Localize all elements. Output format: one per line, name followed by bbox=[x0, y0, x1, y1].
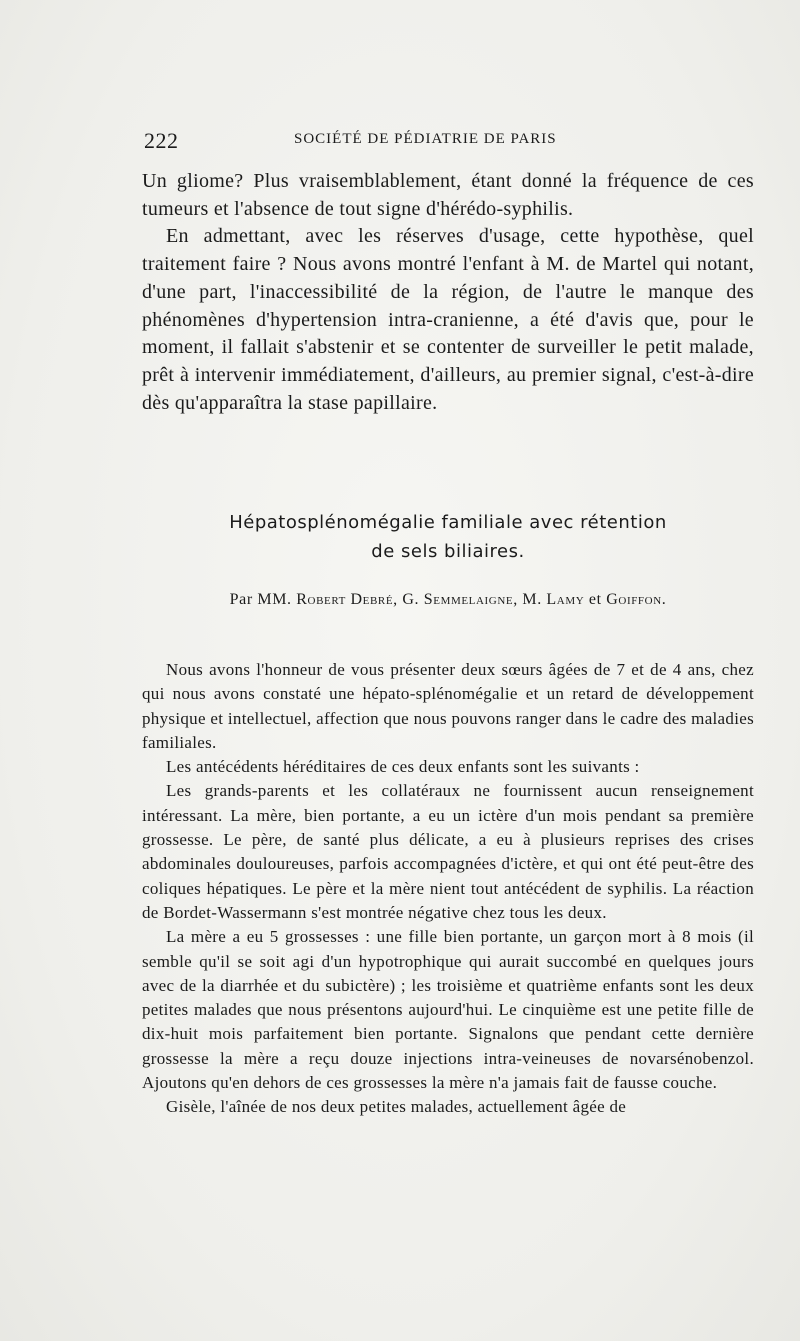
body-paragraph-4: La mère a eu 5 grossesses : une fille bien portante, un garçon mort à 8 mois (il semble qu'il se soit agi d'un hypotrophique qui aurait succombé en quelques jours avec de la diarrhée et du subictère) ; les troisième et quatrième enfants sont les deux petites malades que nous présentons aujourd'hui. Le cinquième est une petite fille de dix-huit mois parfaitement bien portante. Signalons que pendant cette dernière grossesse la mère a reçu douze injections intra-veineuses de novarsénobenzol. Ajoutons qu'en dehors de ces grossesses la mère n'a jamais fait de fausse couche. bbox=[142, 927, 754, 1093]
journal-title: SOCIÉTÉ DE PÉDIATRIE DE PARIS bbox=[294, 131, 557, 147]
author-lamy: M. Lamy bbox=[522, 591, 585, 608]
authors-prefix: Par MM. bbox=[229, 591, 292, 608]
intro-paragraph-1: Un gliome? Plus vraisemblablement, étant donné la fréquence de ces tumeurs et l'absence de tout signe d'hérédo-syphilis. bbox=[142, 170, 754, 220]
article-body bbox=[142, 658, 754, 1120]
intro-text bbox=[142, 168, 754, 417]
author-debre: Robert Debré, bbox=[296, 591, 398, 608]
running-head bbox=[144, 128, 754, 158]
body-paragraph-5: Gisèle, l'aînée de nos deux petites malades, actuellement âgée de bbox=[166, 1097, 627, 1117]
body-paragraph-3: Les grands-parents et les collatéraux ne fournissent aucun renseignement intéressant. La mère, bien portante, a eu un ictère d'un mois pendant sa première grossesse. Le père, de santé plus délicate, a eu à plusieurs reprises des crises abdominales douloureuses, parfois accompagnées d'ictère, et qui ont été peut-être des coliques hépatiques. Le père et la mère nient tout antécédent de syphilis. La réaction de Bordet-Wassermann s'est montrée négative chez tous les deux. bbox=[142, 781, 754, 922]
authors-and: et bbox=[588, 591, 602, 608]
body-paragraph-1: Nous avons l'honneur de vous présenter deux sœurs âgées de 7 et de 4 ans, chez qui nous avons constaté une hépato-splénomégalie et un retard de développement physique et intellectuel, affection que nous pouvons ranger dans le cadre des maladies familiales. bbox=[142, 660, 754, 752]
article-title-line-1: Hépatosplénomégalie familiale avec rétention bbox=[229, 512, 667, 533]
page-number: 222 bbox=[144, 128, 179, 153]
article-authors bbox=[142, 591, 754, 609]
author-semmelaigne: G. Semmelaigne, bbox=[402, 591, 518, 608]
article-title bbox=[142, 508, 754, 566]
intro-paragraph-2: En admettant, avec les réserves d'usage, cette hypothèse, quel traitement faire ? Nous avons montré l'enfant à M. de Martel qui notant, d'une part, l'inaccessibilité de la région, de l'autre le manque des phénomènes d'hypertension intra-cranienne, a été d'avis que, pour le moment, il fallait s'abstenir et se contenter de surveiller le petit malade, prêt à intervenir immédiatement, d'ailleurs, au premier signal, c'est-à-dire dès qu'apparaîtra la stase papillaire. bbox=[142, 225, 754, 414]
author-goiffon: Goiffon. bbox=[606, 591, 667, 608]
article-title-line-2: de sels biliaires. bbox=[371, 541, 525, 562]
body-paragraph-2: Les antécédents héréditaires de ces deux enfants sont les suivants : bbox=[166, 757, 640, 777]
